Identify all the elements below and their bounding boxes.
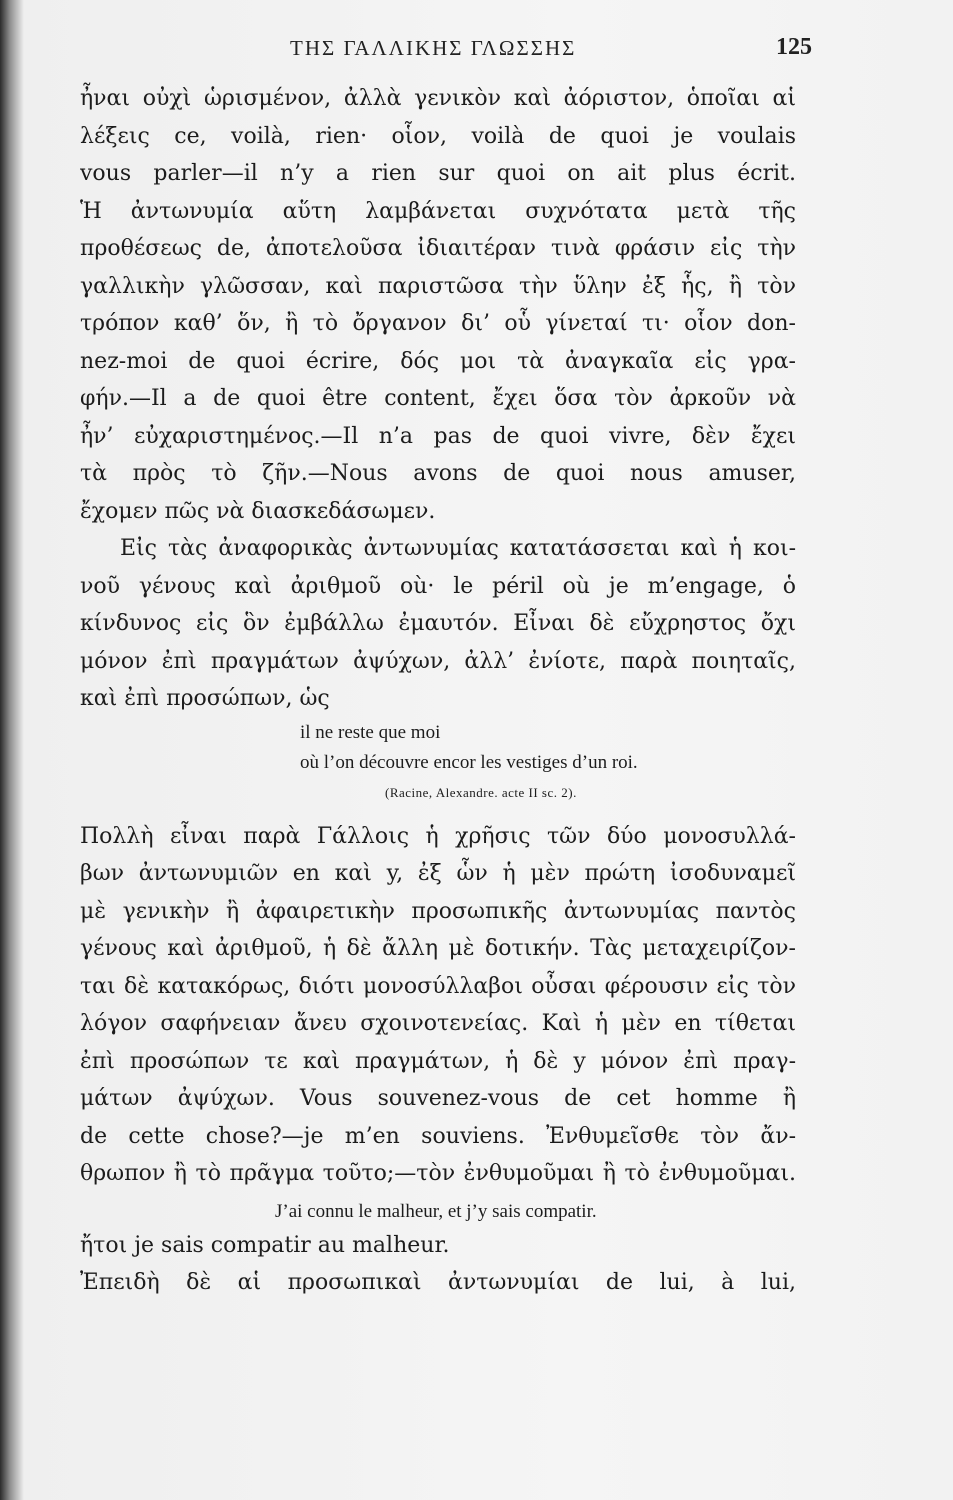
- text-line: μὲ γενικὴν ἢ ἀφαιρετικὴν προσωπικῆς ἀντωνυμίας παντὸς: [80, 898, 796, 924]
- text-line: καὶ ἐπὶ προσώπων, ὡς: [80, 686, 330, 711]
- text-line: τρόπον καθ’ ὅν, ἢ τὸ ὄργανον δι’ οὗ γίνεταί τι· οἷον don-: [80, 311, 796, 336]
- text-line: θρωπον ἢ τὸ πρᾶγμα τοῦτο;—τὸν ἐνθυμοῦμαι ἢ τὸ ἐνθυμοῦμαι.: [80, 1161, 796, 1186]
- spacer: [80, 808, 796, 818]
- text-line: τὰ πρὸς τὸ ζῆν.—Nous avons de quoi nous amuser,: [80, 461, 796, 486]
- text-line: ἤτοι je sais compatir au malheur.: [80, 1232, 450, 1258]
- text-line: nez-moi de quoi écrire, δός μοι τὰ ἀναγκαῖα εἰς γρα-: [80, 348, 796, 374]
- text-line: ἐπὶ προσώπων τε καὶ πραγμάτων, ἡ δὲ y μόνον ἐπὶ πραγ-: [80, 1048, 796, 1074]
- text-line: Εἰς τὰς ἀναφορικὰς ἀντωνυμίας κατατάσσεται καὶ ἡ κοι-: [120, 536, 796, 561]
- page-number: 125: [776, 34, 812, 60]
- text-line: κίνδυνος εἰς ὃν ἐμβάλλω ἐμαυτόν. Εἶναι δὲ εὔχρηστος ὄχι: [80, 611, 796, 636]
- text-line: ἦναι οὐχὶ ὡρισμένον, ἀλλὰ γενικὸν καὶ ἀόριστον, ὁποῖαι αἱ: [80, 86, 796, 111]
- running-head: ΤΗΣ ΓΑΛΛΙΚΗΣ ΓΛΩΣΣΗΣ: [290, 36, 577, 60]
- text-line: vous parler—il n’y a rien sur quoi on ait plus écrit.: [80, 161, 796, 186]
- text-line: Ἡ ἀντωνυμία αὕτη λαμβάνεται συχνότατα μετὰ τῆς: [80, 198, 796, 224]
- text-line: de cette chose?—je m’en souviens. Ἐνθυμεῖσθε τὸν ἄν-: [80, 1123, 796, 1149]
- text-line: Ἐπειδὴ δὲ αἱ προσωπικαὶ ἀντωνυμίαι de lui, à lui,: [80, 1270, 796, 1295]
- text-line: προθέσεως de, ἀποτελοῦσα ἰδιαιτέραν τινὰ φράσιν εἰς τὴν: [80, 236, 796, 261]
- text-line: νοῦ γένους καὶ ἀριθμοῦ où· le péril où je m’engage, ὁ: [80, 573, 796, 599]
- page-text-block: [80, 30, 812, 1302]
- text-line: γαλλικὴν γλῶσσαν, καὶ παριστῶσα τὴν ὕλην ἐξ ἧς, ἢ τὸν: [80, 273, 796, 299]
- text-line: μάτων ἀψύχων. Vous souvenez-vous de cet homme ἢ: [80, 1086, 796, 1111]
- text-line: Πολλὴ εἶναι παρὰ Γάλλοις ἡ χρῆσις τῶν δύο μονοσυλλά-: [80, 823, 796, 849]
- text-line: γένους καὶ ἀριθμοῦ, ἡ δὲ ἄλλη μὲ δοτικήν. Τὰς μεταχειρίζον-: [80, 936, 796, 961]
- text-line: μόνον ἐπὶ πραγμάτων ἀψύχων, ἀλλ’ ἐνίοτε, παρὰ ποιηταῖς,: [80, 648, 796, 674]
- text-line: λόγον σαφήνειαν ἄνευ σχοινοτενείας. Καὶ ἡ μὲν en τίθεται: [80, 1011, 796, 1036]
- text-line: ται δὲ κατακόρως, διότι μονοσύλλαβοι οὖσαι φέρουσιν εἰς τὸν: [80, 973, 796, 999]
- text-line: λέξεις ce, voilà, rien· οἷον, voilà de quoi je voulais: [80, 123, 796, 149]
- verse-quote-line: J’ai connu le malheur, et j’y sais compatir.: [275, 1200, 597, 1222]
- text-line: ἦν’ εὐχαριστημένος.—Il n’a pas de quoi vivre, δὲν ἔχει: [80, 423, 796, 449]
- page-header: [80, 30, 812, 80]
- text-line: βων ἀντωνυμιῶν en καὶ y, ἐξ ὧν ἡ μὲν πρώτη ἰσοδυναμεῖ: [80, 861, 796, 886]
- citation: (Racine, Alexandre. acte II sc. 2).: [385, 784, 577, 800]
- verse-quote-line: il ne reste que moi: [300, 721, 441, 743]
- text-line: φήν.—Il a de quoi être content, ἔχει ὅσα τὸν ἀρκοῦν νὰ: [80, 386, 796, 411]
- text-line: ἔχομεν πῶς νὰ διασκεδάσωμεν.: [80, 498, 436, 524]
- verse-quote-line: où l’on découvre encor les vestiges d’un roi.: [300, 751, 638, 773]
